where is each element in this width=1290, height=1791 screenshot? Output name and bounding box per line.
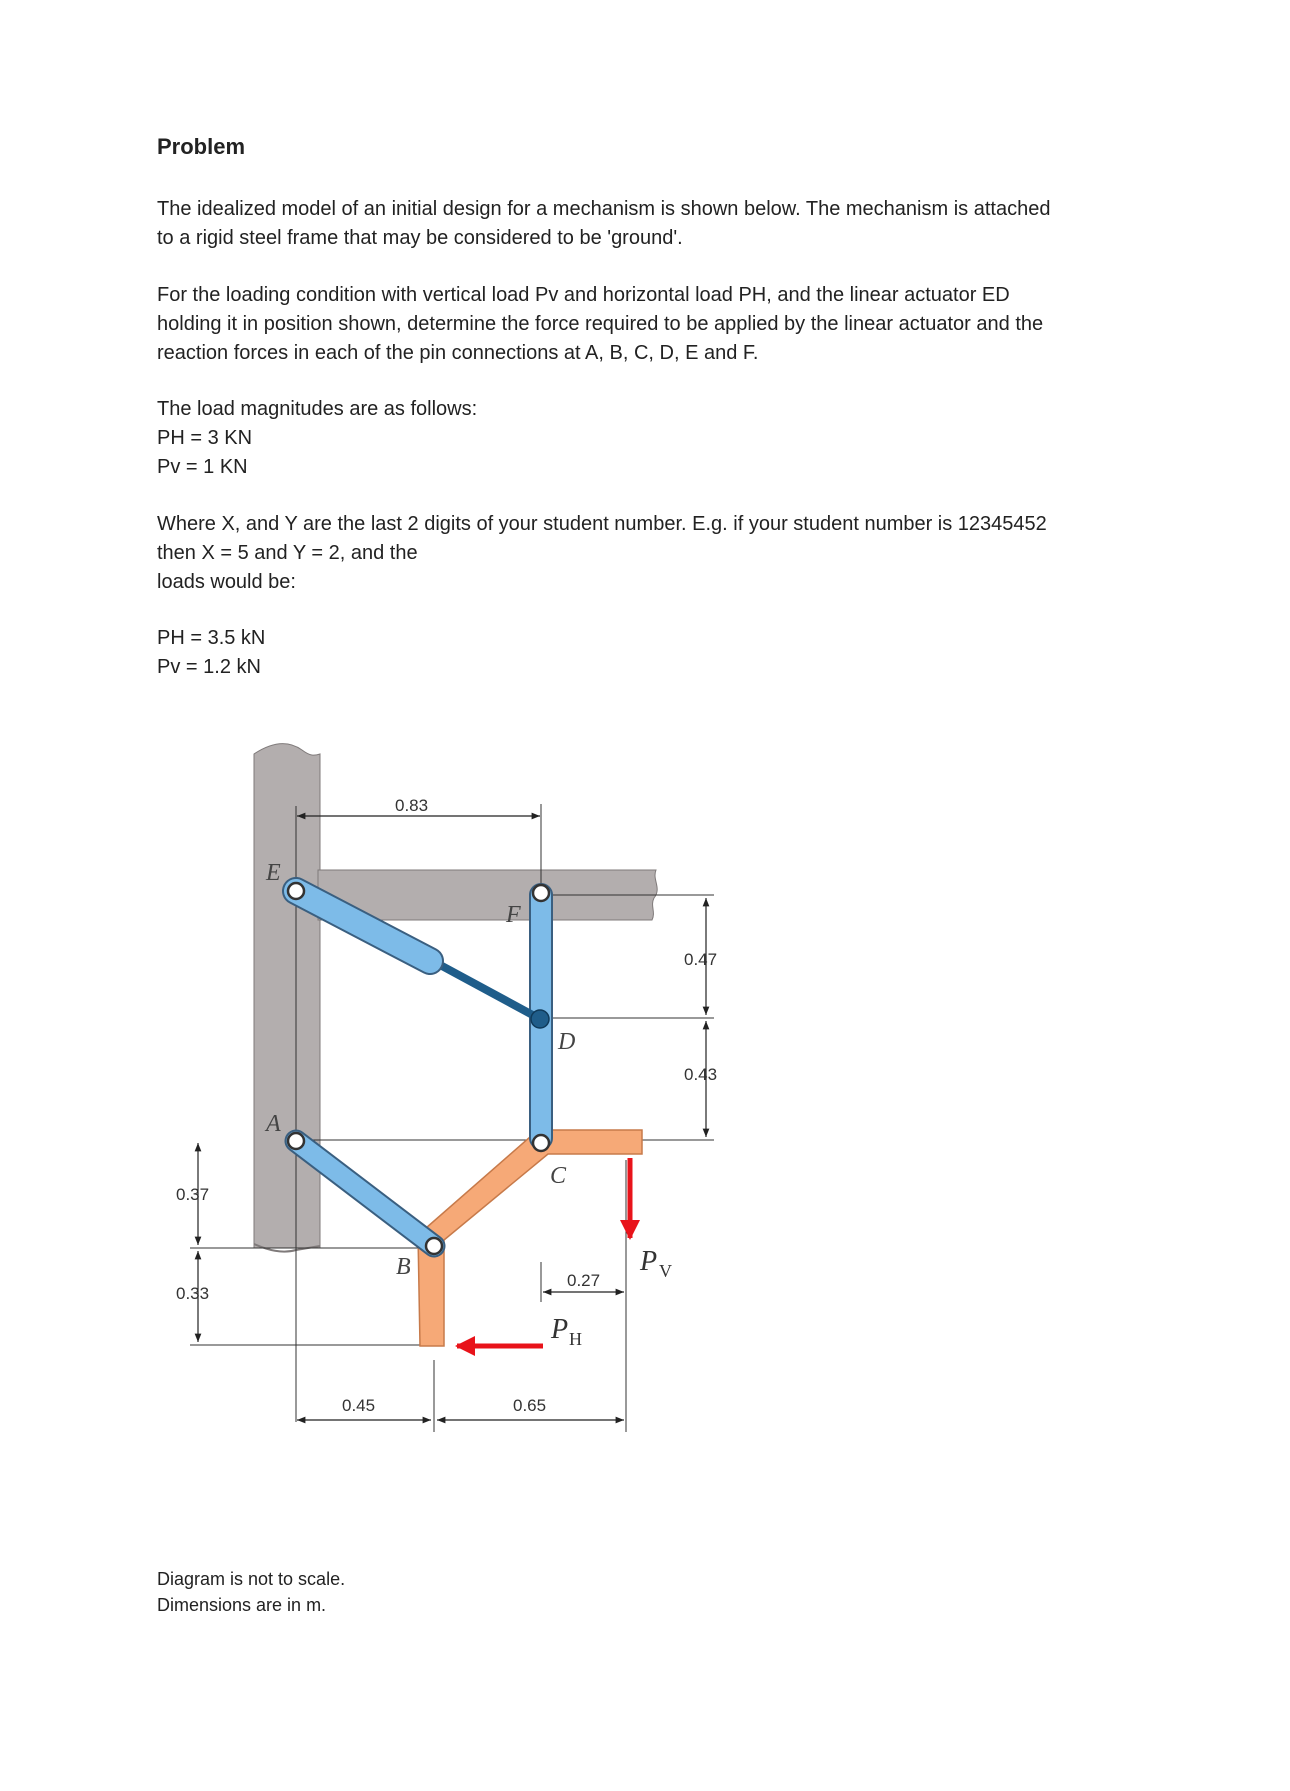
example-load-pv: Pv = 1.2 kN [157,656,261,678]
task-line: For the loading condition with vertical load Pv and horizontal load PH, and the linear actuator ED [157,284,1010,306]
loads-heading: The load magnitudes are as follows: [157,398,478,420]
problem-heading: Problem [157,134,246,159]
pin-b [426,1238,442,1254]
pin-c [533,1135,549,1151]
label-e: E [266,860,281,886]
label-a: A [266,1111,281,1137]
label-ph-main: P [551,1314,569,1345]
label-ph-sub: H [569,1329,582,1349]
note-units: Dimensions are in m. [157,1595,327,1615]
intro-line: The idealized model of an initial design for a mechanism is shown below. The mechanism is attached [157,198,1051,220]
label-b: B [396,1254,411,1280]
pin-e [288,883,304,899]
dim-top-width: 0.83 [395,796,429,815]
student-line: loads would be: [157,571,296,593]
ground-frame-vertical [254,744,320,1248]
dim-ph-offset: 0.27 [567,1271,601,1290]
pin-a [288,1133,304,1149]
intro-line: to a rigid steel frame that may be considered to be 'ground'. [157,227,683,249]
label-pv-sub: V [659,1261,672,1281]
label-pv-main: P [640,1246,658,1277]
load-ph: PH = 3 KN [157,427,253,449]
label-d: D [558,1029,576,1055]
dim-bottom-right: 0.65 [513,1396,547,1415]
pin-f [533,885,549,901]
label-ph [550,1314,582,1349]
label-c: C [550,1163,567,1189]
student-line: then X = 5 and Y = 2, and the [157,542,418,564]
example-load-ph: PH = 3.5 kN [157,627,266,649]
task-line: holding it in position shown, determine the force required to be applied by the linear actuator and the [157,313,1044,335]
dim-left-upper: 0.37 [176,1185,210,1204]
dim-left-lower: 0.33 [176,1284,210,1303]
dim-bottom-left: 0.45 [342,1396,376,1415]
dim-right-upper: 0.47 [684,950,718,969]
load-pv: Pv = 1 KN [157,456,248,478]
dim-right-lower: 0.43 [684,1065,718,1084]
pin-d [531,1010,549,1028]
task-line: reaction forces in each of the pin connections at A, B, C, D, E and F. [157,342,759,364]
label-f: F [506,902,521,928]
label-pv [639,1246,672,1281]
member-bc-orange [418,1130,642,1346]
student-line: Where X, and Y are the last 2 digits of your student number. E.g. if your student number is 12345452 [157,513,1047,535]
note-scale: Diagram is not to scale. [157,1569,346,1589]
